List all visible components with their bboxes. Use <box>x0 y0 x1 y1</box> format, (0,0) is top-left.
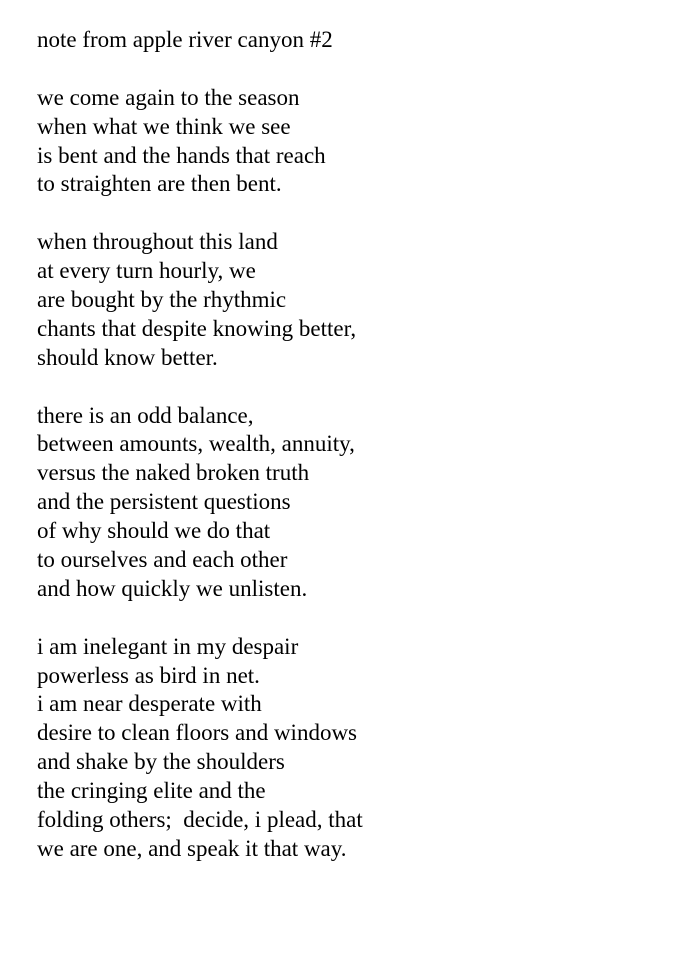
poem-line: when throughout this land <box>37 229 278 255</box>
poem-line: versus the naked broken truth <box>37 460 310 486</box>
poem-title: note from apple river canyon #2 <box>37 27 333 52</box>
poem-line: the cringing elite and the <box>37 778 266 804</box>
poem-line: desire to clean floors and windows <box>37 720 358 746</box>
poem-line: and the persistent questions <box>37 489 291 515</box>
poem-line: at every turn hourly, we <box>37 258 256 284</box>
stanza-gap <box>37 55 677 84</box>
poem-line: are bought by the rhythmic <box>37 287 287 313</box>
stanza-4 <box>37 633 677 864</box>
poem-line: should know better. <box>37 344 218 370</box>
stanza-gap <box>37 199 677 228</box>
poem-line: powerless as bird in net. <box>37 662 260 688</box>
poem-line: there is an odd balance, <box>37 402 254 428</box>
stanza-gap <box>37 373 677 402</box>
poem-line: i am near desperate with <box>37 691 262 717</box>
poem-line: and shake by the shoulders <box>37 749 285 775</box>
poem-line: and how quickly we unlisten. <box>37 575 308 601</box>
poem-line: we are one, and speak it that way. <box>37 835 347 861</box>
poem-line: is bent and the hands that reach <box>37 142 326 168</box>
poem-line: to ourselves and each other <box>37 547 288 573</box>
poem-line: when what we think we see <box>37 113 291 139</box>
poem-line: to straighten are then bent. <box>37 171 282 197</box>
poem-line: i am inelegant in my despair <box>37 633 299 659</box>
poem-line: of why should we do that <box>37 518 271 544</box>
poem-page <box>37 26 677 864</box>
poem-line: chants that despite knowing better, <box>37 315 357 341</box>
stanza-3 <box>37 402 677 604</box>
poem-line: folding others; decide, i plead, that <box>37 807 363 833</box>
poem-line: we come again to the season <box>37 84 300 110</box>
stanza-2 <box>37 228 677 372</box>
stanza-gap <box>37 604 677 633</box>
stanza-1 <box>37 84 677 200</box>
poem-line: between amounts, wealth, annuity, <box>37 431 355 457</box>
